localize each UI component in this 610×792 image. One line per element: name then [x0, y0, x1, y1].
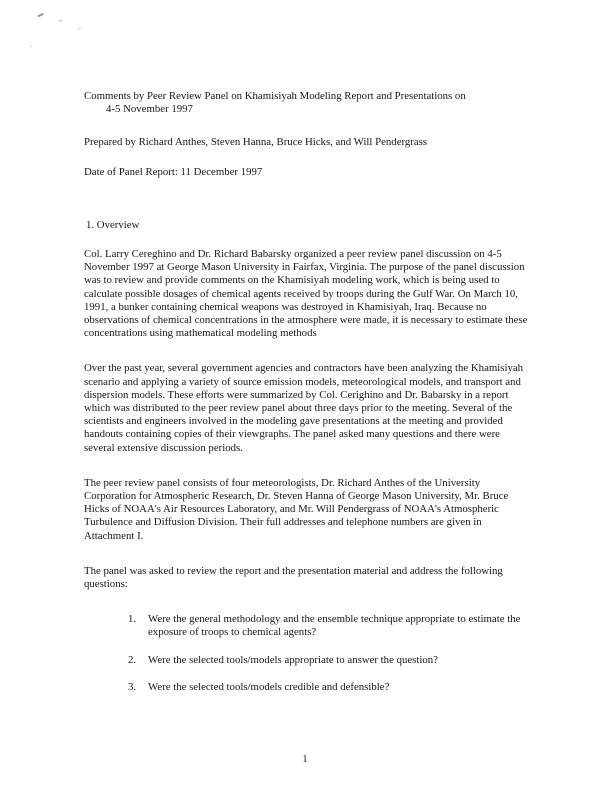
document-title: [84, 90, 532, 116]
scan-artifact: [37, 13, 44, 19]
question-number: 1.: [128, 613, 137, 626]
paragraph-gap: [84, 353, 532, 362]
question-item-3: [84, 681, 532, 694]
section-heading-overview: 1. Overview: [86, 218, 140, 231]
report-date-line: Date of Panel Report: 11 December 1997: [84, 165, 263, 178]
prepared-by-line: Prepared by Richard Anthes, Steven Hanna, Bruce Hicks, and Will Pendergrass: [84, 136, 428, 149]
document-title-line1: Comments by Peer Review Panel on Khamisiyah Modeling Report and Presentations on: [84, 90, 466, 102]
scan-artifact: [30, 46, 32, 49]
question-item-1: [84, 613, 532, 639]
paragraph-3: The peer review panel consists of four meteorologists, Dr. Richard Anthes of the University Corporation for Atmospheric Research, Dr. Steven Hanna of George Mason University, Mr. Bruce Hicks of NOAA's Air Resources Laboratory, and Mr. Will Pendergrass of NOAA's Atmospheric Turbulence and Diffusion Division. Their full addresses and telephone numbers are given in Attachment I.: [84, 476, 509, 542]
scan-artifact: [78, 28, 81, 32]
scan-artifact: [57, 20, 62, 26]
question-number: 3.: [128, 680, 137, 693]
paragraph-1: Col. Larry Cereghino and Dr. Richard Babarsky organized a peer review panel discussion on 4-5 November 1997 at George Mason University in Fairfax, Virginia. The purpose of the panel discussion was to review and provide comments on the Khamisiyah modeling work, which is being used to calculate possible dosages of chemical agents received by troops during the Gulf War. On March 10, 1991, a bunker containing chemical weapons was destroyed in Khamisiyah, Iraq. Because no observations of chemical concentrations in the atmosphere were made, it is necessary to estimate these concentrations using mathematical modeling methods: [84, 248, 528, 340]
paragraph-gap: [84, 468, 532, 477]
paragraph-gap: [84, 556, 532, 565]
paragraph-gap: [84, 604, 532, 613]
question-text: Were the selected tools/models appropriate to answer the question?: [148, 653, 438, 666]
page-number: 1: [302, 752, 308, 765]
question-text: Were the selected tools/models credible and defensible?: [148, 680, 390, 693]
document-title-line2: 4-5 November 1997: [106, 103, 193, 116]
paragraph-4: The panel was asked to review the report and the presentation material and address the following questions:: [84, 564, 503, 591]
paragraph-2: Over the past year, several government agencies and contractors have been analyzing the Khamisiyah scenario and applying a variety of source emission models, meteorological models, and transport and dispersion models. These efforts were summarized by Col. Cerighino and Dr. Babarsky in a report which was distributed to the peer review panel about three days prior to the meeting. Several of the scientists and engineers involved in the modeling gave presentations at the meeting and provided handouts containing copies of their viewgraphs. The panel asked many questions and there were several extensive discussion periods.: [84, 362, 524, 454]
question-item-2: [84, 654, 532, 667]
question-text: Were the general methodology and the ensemble technique appropriate to estimate the exposure of troops to chemical agents?: [148, 613, 521, 639]
question-number: 2.: [128, 653, 137, 666]
